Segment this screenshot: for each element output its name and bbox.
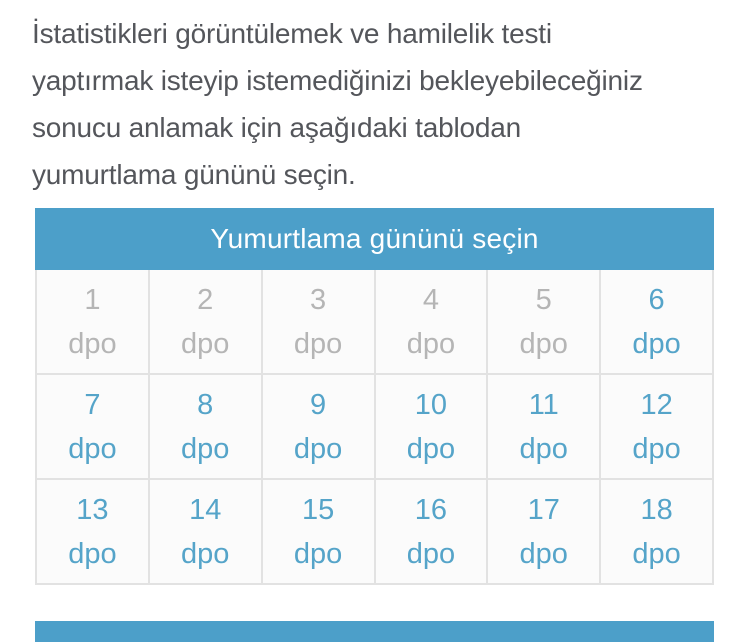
dpo-cell-2	[150, 270, 261, 373]
dpo-day-label: 11	[528, 388, 559, 421]
dpo-cell-4	[376, 270, 487, 373]
dpo-day-label: 2	[197, 283, 214, 316]
dpo-grid	[35, 270, 714, 585]
dpo-day-label: 8	[197, 388, 214, 421]
dpo-day-label: 13	[76, 493, 109, 526]
dpo-day-label: 10	[414, 388, 448, 421]
dpo-unit-label: dpo	[181, 537, 230, 570]
intro-text	[0, 0, 750, 198]
dpo-day-label: 4	[422, 283, 439, 316]
dpo-unit-label: dpo	[406, 327, 456, 360]
dpo-unit-label: dpo	[68, 537, 117, 570]
dpo-unit-label: dpo	[519, 327, 568, 360]
dpo-cell-13[interactable]	[37, 480, 148, 583]
dpo-cell-5	[488, 270, 599, 373]
dpo-unit-label: dpo	[293, 432, 343, 465]
dpo-day-label: 16	[414, 493, 448, 526]
dpo-day-label: 12	[640, 388, 673, 421]
dpo-unit-label: dpo	[406, 432, 456, 465]
dpo-unit-label: dpo	[632, 432, 681, 465]
dpo-cell-11[interactable]	[488, 375, 599, 478]
dpo-unit-label: dpo	[293, 537, 343, 570]
dpo-day-label: 14	[189, 493, 222, 526]
intro-line: sonucu anlamak için aşağıdaki tablodan	[32, 112, 521, 143]
ovulation-day-table	[35, 208, 714, 585]
dpo-unit-label: dpo	[293, 327, 343, 360]
dpo-day-label: 9	[310, 388, 327, 421]
dpo-cell-1	[37, 270, 148, 373]
dpo-cell-16[interactable]	[376, 480, 487, 583]
dpo-unit-label: dpo	[181, 327, 230, 360]
intro-line: yaptırmak isteyip istemediğinizi bekleyebileceğiniz	[32, 65, 643, 96]
dpo-unit-label: dpo	[68, 327, 117, 360]
dpo-unit-label: dpo	[632, 537, 681, 570]
dpo-unit-label: dpo	[181, 432, 230, 465]
dpo-day-label: 1	[84, 283, 101, 316]
dpo-day-label: 18	[640, 493, 673, 526]
dpo-cell-3	[263, 270, 374, 373]
intro-line: İstatistikleri görüntülemek ve hamilelik testi	[32, 18, 552, 49]
dpo-day-label: 3	[310, 283, 327, 316]
dpo-cell-8[interactable]	[150, 375, 261, 478]
dpo-cell-17[interactable]	[488, 480, 599, 583]
dpo-day-label: 17	[527, 493, 560, 526]
dpo-cell-10[interactable]	[376, 375, 487, 478]
dpo-day-label: 7	[84, 388, 101, 421]
dpo-cell-9[interactable]	[263, 375, 374, 478]
table-header	[35, 208, 714, 270]
intro-line: yumurtlama gününü seçin.	[32, 159, 356, 190]
dpo-day-label: 6	[648, 283, 665, 316]
dpo-day-label: 5	[535, 283, 552, 316]
next-table-header-partial	[35, 621, 714, 642]
dpo-unit-label: dpo	[519, 432, 568, 465]
table-header-label: Yumurtlama gününü seçin	[210, 223, 539, 254]
dpo-cell-14[interactable]	[150, 480, 261, 583]
dpo-cell-18[interactable]	[601, 480, 712, 583]
dpo-cell-7[interactable]	[37, 375, 148, 478]
dpo-cell-6[interactable]	[601, 270, 712, 373]
dpo-unit-label: dpo	[519, 537, 568, 570]
dpo-unit-label: dpo	[68, 432, 117, 465]
dpo-day-label: 15	[301, 493, 335, 526]
dpo-cell-12[interactable]	[601, 375, 712, 478]
dpo-unit-label: dpo	[406, 537, 456, 570]
dpo-unit-label: dpo	[632, 327, 681, 360]
dpo-cell-15[interactable]	[263, 480, 374, 583]
